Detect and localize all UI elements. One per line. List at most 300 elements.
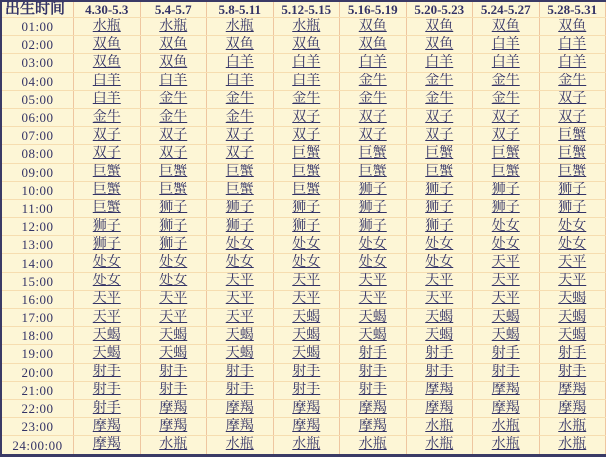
zodiac-link[interactable]: 摩羯 (292, 418, 321, 434)
zodiac-link[interactable]: 天平 (425, 273, 454, 289)
zodiac-link[interactable]: 狮子 (558, 200, 587, 216)
zodiac-cell (207, 327, 274, 345)
zodiac-link[interactable]: 金牛 (491, 91, 520, 107)
zodiac-link[interactable]: 双鱼 (225, 36, 254, 52)
zodiac-link[interactable]: 双子 (558, 109, 587, 125)
zodiac-link[interactable]: 摩羯 (225, 418, 254, 434)
zodiac-link[interactable]: 天平 (92, 309, 121, 325)
zodiac-link[interactable]: 白羊 (425, 54, 454, 70)
zodiac-cell (140, 363, 207, 381)
zodiac-link[interactable]: 巨蟹 (425, 164, 454, 180)
zodiac-link[interactable]: 金牛 (425, 91, 454, 107)
zodiac-link[interactable]: 双鱼 (425, 18, 454, 34)
zodiac-link[interactable]: 天平 (491, 291, 520, 307)
zodiac-cell (539, 108, 606, 126)
table-row (1, 218, 606, 236)
time-cell: 18:00 (1, 327, 74, 345)
zodiac-cell (207, 72, 274, 90)
zodiac-link[interactable]: 巨蟹 (558, 145, 587, 161)
zodiac-cell (340, 363, 407, 381)
zodiac-link[interactable]: 巨蟹 (292, 145, 321, 161)
zodiac-link[interactable]: 双鱼 (159, 36, 188, 52)
zodiac-link[interactable]: 白羊 (558, 54, 587, 70)
header-cell-birth-time: 出生时间 (1, 1, 74, 18)
time-cell: 10:00 (1, 181, 74, 199)
zodiac-link[interactable]: 射手 (92, 382, 121, 398)
table-row (1, 345, 606, 363)
zodiac-link[interactable]: 处女 (159, 255, 188, 271)
time-cell: 01:00 (1, 18, 74, 36)
zodiac-link[interactable]: 巨蟹 (92, 164, 121, 180)
zodiac-cell (406, 418, 473, 436)
zodiac-link[interactable]: 狮子 (425, 200, 454, 216)
zodiac-cell (539, 363, 606, 381)
zodiac-link[interactable]: 巨蟹 (159, 164, 188, 180)
zodiac-cell (207, 436, 274, 456)
zodiac-cell (273, 218, 340, 236)
zodiac-cell (539, 145, 606, 163)
zodiac-link[interactable]: 摩羯 (159, 400, 188, 416)
zodiac-link[interactable]: 水瓶 (558, 437, 587, 453)
zodiac-link[interactable]: 摩羯 (425, 382, 454, 398)
zodiac-cell (74, 363, 141, 381)
zodiac-cell (74, 272, 141, 290)
zodiac-link[interactable]: 天平 (491, 255, 520, 271)
zodiac-cell (406, 381, 473, 399)
zodiac-cell (539, 254, 606, 272)
zodiac-link[interactable]: 天蝎 (292, 345, 321, 361)
zodiac-cell (273, 54, 340, 72)
zodiac-link[interactable]: 双子 (159, 127, 188, 143)
zodiac-link[interactable]: 双鱼 (558, 18, 587, 34)
zodiac-link[interactable]: 巨蟹 (491, 164, 520, 180)
zodiac-link[interactable]: 金牛 (159, 109, 188, 125)
zodiac-link[interactable]: 狮子 (491, 200, 520, 216)
zodiac-link[interactable]: 处女 (92, 255, 121, 271)
zodiac-cell (140, 436, 207, 456)
zodiac-link[interactable]: 双子 (491, 127, 520, 143)
zodiac-link[interactable]: 狮子 (225, 218, 254, 234)
zodiac-link[interactable]: 狮子 (491, 182, 520, 198)
zodiac-cell (406, 327, 473, 345)
zodiac-link[interactable]: 天蝎 (425, 309, 454, 325)
zodiac-link[interactable]: 处女 (292, 236, 321, 252)
time-cell: 03:00 (1, 54, 74, 72)
zodiac-cell (140, 181, 207, 199)
time-cell: 11:00 (1, 199, 74, 217)
zodiac-cell (340, 199, 407, 217)
zodiac-link[interactable]: 天蝎 (358, 327, 387, 343)
zodiac-cell (273, 399, 340, 417)
zodiac-link[interactable]: 天蝎 (225, 327, 254, 343)
zodiac-link[interactable]: 巨蟹 (558, 164, 587, 180)
zodiac-link[interactable]: 巨蟹 (292, 164, 321, 180)
zodiac-cell (473, 90, 540, 108)
zodiac-link[interactable]: 射手 (92, 364, 121, 380)
zodiac-cell (74, 54, 141, 72)
zodiac-link[interactable]: 狮子 (425, 182, 454, 198)
zodiac-link[interactable]: 狮子 (92, 218, 121, 234)
zodiac-link[interactable]: 水瓶 (425, 418, 454, 434)
zodiac-link[interactable]: 双子 (225, 145, 254, 161)
zodiac-cell (273, 309, 340, 327)
zodiac-link[interactable]: 水瓶 (491, 437, 520, 453)
zodiac-link[interactable]: 双鱼 (358, 18, 387, 34)
zodiac-link[interactable]: 白羊 (92, 91, 121, 107)
zodiac-cell (140, 72, 207, 90)
zodiac-cell (207, 54, 274, 72)
zodiac-link[interactable]: 白羊 (225, 54, 254, 70)
time-cell: 17:00 (1, 309, 74, 327)
zodiac-link[interactable]: 白羊 (292, 73, 321, 89)
zodiac-link[interactable]: 金牛 (92, 109, 121, 125)
zodiac-cell (273, 381, 340, 399)
zodiac-link[interactable]: 白羊 (159, 73, 188, 89)
zodiac-link[interactable]: 天蝎 (491, 327, 520, 343)
zodiac-link[interactable]: 双鱼 (92, 54, 121, 70)
zodiac-cell (539, 18, 606, 36)
zodiac-link[interactable]: 狮子 (159, 218, 188, 234)
zodiac-link[interactable]: 处女 (225, 236, 254, 252)
zodiac-cell (473, 72, 540, 90)
zodiac-link[interactable]: 处女 (491, 236, 520, 252)
zodiac-link[interactable]: 水瓶 (92, 18, 121, 34)
zodiac-link[interactable]: 水瓶 (225, 18, 254, 34)
zodiac-link[interactable]: 水瓶 (558, 418, 587, 434)
zodiac-link[interactable]: 摩羯 (292, 400, 321, 416)
zodiac-link[interactable]: 水瓶 (225, 437, 254, 453)
zodiac-cell (273, 254, 340, 272)
zodiac-link[interactable]: 狮子 (225, 200, 254, 216)
zodiac-link[interactable]: 处女 (225, 255, 254, 271)
zodiac-link[interactable]: 双子 (92, 145, 121, 161)
zodiac-link[interactable]: 双子 (292, 127, 321, 143)
zodiac-link[interactable]: 白羊 (358, 54, 387, 70)
zodiac-cell (340, 54, 407, 72)
zodiac-link[interactable]: 天平 (491, 273, 520, 289)
zodiac-cell (207, 309, 274, 327)
zodiac-cell (273, 290, 340, 308)
time-cell: 04:00 (1, 72, 74, 90)
zodiac-link[interactable]: 双鱼 (358, 36, 387, 52)
zodiac-cell (406, 236, 473, 254)
zodiac-link[interactable]: 射手 (358, 345, 387, 361)
zodiac-cell (140, 90, 207, 108)
zodiac-cell (340, 399, 407, 417)
zodiac-link[interactable]: 天平 (92, 291, 121, 307)
zodiac-link[interactable]: 摩羯 (358, 400, 387, 416)
zodiac-cell (140, 54, 207, 72)
zodiac-link[interactable]: 天蝎 (292, 327, 321, 343)
zodiac-cell (406, 163, 473, 181)
zodiac-link[interactable]: 双子 (292, 109, 321, 125)
zodiac-cell (273, 272, 340, 290)
zodiac-cell (340, 36, 407, 54)
zodiac-link[interactable]: 射手 (159, 364, 188, 380)
zodiac-link[interactable]: 白羊 (491, 54, 520, 70)
zodiac-link[interactable]: 天平 (558, 273, 587, 289)
zodiac-link[interactable]: 白羊 (558, 36, 587, 52)
zodiac-cell (406, 54, 473, 72)
zodiac-link[interactable]: 天蝎 (358, 309, 387, 325)
zodiac-link[interactable]: 双鱼 (292, 36, 321, 52)
zodiac-link[interactable]: 射手 (225, 382, 254, 398)
zodiac-link[interactable]: 天平 (225, 291, 254, 307)
zodiac-link[interactable]: 处女 (558, 218, 587, 234)
zodiac-link[interactable]: 狮子 (159, 200, 188, 216)
zodiac-link[interactable]: 金牛 (491, 73, 520, 89)
zodiac-link[interactable]: 狮子 (159, 236, 188, 252)
zodiac-link[interactable]: 金牛 (358, 73, 387, 89)
zodiac-link[interactable]: 天平 (292, 291, 321, 307)
zodiac-cell (207, 90, 274, 108)
zodiac-link[interactable]: 双鱼 (425, 36, 454, 52)
table-row (1, 381, 606, 399)
zodiac-link[interactable]: 金牛 (225, 109, 254, 125)
zodiac-link[interactable]: 双子 (558, 91, 587, 107)
zodiac-link[interactable]: 双鱼 (159, 54, 188, 70)
table-row (1, 199, 606, 217)
zodiac-cell (207, 399, 274, 417)
zodiac-cell (473, 199, 540, 217)
zodiac-cell (340, 145, 407, 163)
zodiac-link[interactable]: 天平 (558, 255, 587, 271)
zodiac-link[interactable]: 处女 (425, 236, 454, 252)
table-row (1, 181, 606, 199)
zodiac-link[interactable]: 白羊 (292, 54, 321, 70)
zodiac-link[interactable]: 处女 (358, 236, 387, 252)
zodiac-cell (207, 381, 274, 399)
zodiac-link[interactable]: 狮子 (292, 218, 321, 234)
zodiac-link[interactable]: 天蝎 (558, 309, 587, 325)
zodiac-link[interactable]: 双子 (358, 127, 387, 143)
zodiac-link[interactable]: 金牛 (558, 73, 587, 89)
zodiac-link[interactable]: 天平 (358, 273, 387, 289)
zodiac-link[interactable]: 天蝎 (159, 345, 188, 361)
zodiac-link[interactable]: 巨蟹 (292, 182, 321, 198)
zodiac-link[interactable]: 处女 (159, 273, 188, 289)
zodiac-link[interactable]: 处女 (92, 273, 121, 289)
zodiac-link[interactable]: 狮子 (425, 218, 454, 234)
time-cell: 13:00 (1, 236, 74, 254)
zodiac-cell (473, 54, 540, 72)
zodiac-link[interactable]: 摩羯 (491, 382, 520, 398)
zodiac-link[interactable]: 天平 (159, 291, 188, 307)
zodiac-link[interactable]: 狮子 (358, 218, 387, 234)
zodiac-link[interactable]: 金牛 (425, 73, 454, 89)
zodiac-link[interactable]: 天蝎 (159, 327, 188, 343)
zodiac-cell (74, 127, 141, 145)
header-row (1, 1, 606, 18)
zodiac-cell (539, 272, 606, 290)
zodiac-link[interactable]: 巨蟹 (358, 164, 387, 180)
zodiac-link[interactable]: 巨蟹 (92, 200, 121, 216)
zodiac-cell (74, 163, 141, 181)
zodiac-cell (406, 90, 473, 108)
zodiac-link[interactable]: 天平 (225, 273, 254, 289)
zodiac-link[interactable]: 天蝎 (292, 309, 321, 325)
zodiac-cell (473, 290, 540, 308)
zodiac-cell (340, 418, 407, 436)
zodiac-cell (140, 145, 207, 163)
zodiac-link[interactable]: 射手 (491, 345, 520, 361)
zodiac-cell (74, 181, 141, 199)
zodiac-link[interactable]: 摩羯 (92, 437, 121, 453)
table-row (1, 108, 606, 126)
zodiac-link[interactable]: 巨蟹 (491, 145, 520, 161)
time-cell: 14:00 (1, 254, 74, 272)
zodiac-link[interactable]: 天平 (358, 291, 387, 307)
zodiac-link[interactable]: 天蝎 (92, 327, 121, 343)
zodiac-link[interactable]: 摩羯 (425, 400, 454, 416)
table-row (1, 436, 606, 456)
table-row (1, 18, 606, 36)
table-row (1, 54, 606, 72)
zodiac-cell (140, 254, 207, 272)
zodiac-link[interactable]: 射手 (292, 382, 321, 398)
zodiac-link[interactable]: 水瓶 (491, 418, 520, 434)
zodiac-link[interactable]: 天蝎 (425, 327, 454, 343)
zodiac-link[interactable]: 射手 (558, 345, 587, 361)
zodiac-link[interactable]: 天蝎 (225, 345, 254, 361)
zodiac-link[interactable]: 白羊 (225, 73, 254, 89)
zodiac-link[interactable]: 巨蟹 (425, 145, 454, 161)
zodiac-link[interactable]: 射手 (225, 364, 254, 380)
zodiac-cell (473, 363, 540, 381)
zodiac-cell (74, 399, 141, 417)
zodiac-link[interactable]: 处女 (425, 255, 454, 271)
zodiac-link[interactable]: 天蝎 (491, 309, 520, 325)
zodiac-cell (340, 236, 407, 254)
zodiac-link[interactable]: 巨蟹 (225, 182, 254, 198)
zodiac-link[interactable]: 巨蟹 (358, 145, 387, 161)
zodiac-link[interactable]: 巨蟹 (225, 164, 254, 180)
zodiac-link[interactable]: 摩羯 (491, 400, 520, 416)
zodiac-link[interactable]: 处女 (292, 255, 321, 271)
zodiac-cell (473, 145, 540, 163)
zodiac-link[interactable]: 双子 (358, 109, 387, 125)
time-cell: 22:00 (1, 399, 74, 417)
zodiac-link[interactable]: 双子 (225, 127, 254, 143)
zodiac-cell (473, 108, 540, 126)
time-cell: 05:00 (1, 90, 74, 108)
zodiac-link[interactable]: 巨蟹 (159, 182, 188, 198)
table-row (1, 36, 606, 54)
zodiac-cell (406, 290, 473, 308)
zodiac-link[interactable]: 狮子 (92, 236, 121, 252)
zodiac-cell (207, 345, 274, 363)
zodiac-link[interactable]: 摩羯 (159, 418, 188, 434)
zodiac-cell (74, 36, 141, 54)
time-cell: 12:00 (1, 218, 74, 236)
zodiac-link[interactable]: 天平 (292, 273, 321, 289)
zodiac-link[interactable]: 狮子 (558, 182, 587, 198)
zodiac-link[interactable]: 狮子 (292, 200, 321, 216)
header-cell-daterange-4: 5.12-5.15 (273, 1, 340, 18)
zodiac-link[interactable]: 摩羯 (92, 418, 121, 434)
zodiac-link[interactable]: 天蝎 (558, 327, 587, 343)
zodiac-link[interactable]: 射手 (92, 400, 121, 416)
zodiac-link[interactable]: 天蝎 (558, 291, 587, 307)
zodiac-link[interactable]: 处女 (491, 218, 520, 234)
zodiac-cell (406, 399, 473, 417)
zodiac-cell (207, 36, 274, 54)
zodiac-link[interactable]: 天平 (159, 309, 188, 325)
zodiac-link[interactable]: 双子 (491, 109, 520, 125)
zodiac-link[interactable]: 摩羯 (558, 400, 587, 416)
zodiac-link[interactable]: 巨蟹 (558, 127, 587, 143)
zodiac-link[interactable]: 双子 (92, 127, 121, 143)
zodiac-cell (340, 345, 407, 363)
zodiac-cell (140, 345, 207, 363)
zodiac-link[interactable]: 狮子 (358, 200, 387, 216)
zodiac-link[interactable]: 处女 (358, 255, 387, 271)
zodiac-cell (273, 345, 340, 363)
zodiac-link[interactable]: 摩羯 (225, 400, 254, 416)
header-cell-daterange-6: 5.20-5.23 (406, 1, 473, 18)
zodiac-link[interactable]: 摩羯 (558, 382, 587, 398)
zodiac-link[interactable]: 双子 (159, 145, 188, 161)
zodiac-cell (74, 418, 141, 436)
zodiac-link[interactable]: 双子 (425, 127, 454, 143)
time-cell: 24:00:00 (1, 436, 74, 456)
zodiac-link[interactable]: 天平 (225, 309, 254, 325)
zodiac-link[interactable]: 射手 (558, 364, 587, 380)
zodiac-link[interactable]: 狮子 (358, 182, 387, 198)
zodiac-cell (406, 272, 473, 290)
zodiac-link[interactable]: 金牛 (225, 91, 254, 107)
zodiac-link[interactable]: 射手 (358, 364, 387, 380)
zodiac-link[interactable]: 双鱼 (491, 18, 520, 34)
zodiac-cell (273, 199, 340, 217)
zodiac-link[interactable]: 射手 (159, 382, 188, 398)
zodiac-link[interactable]: 处女 (558, 236, 587, 252)
zodiac-cell (140, 18, 207, 36)
zodiac-cell (273, 436, 340, 456)
zodiac-link[interactable]: 射手 (425, 364, 454, 380)
zodiac-cell (74, 218, 141, 236)
table-row (1, 90, 606, 108)
time-cell: 07:00 (1, 127, 74, 145)
zodiac-link[interactable]: 双鱼 (92, 36, 121, 52)
zodiac-link[interactable]: 水瓶 (159, 437, 188, 453)
zodiac-link[interactable]: 射手 (292, 364, 321, 380)
zodiac-link[interactable]: 白羊 (491, 36, 520, 52)
zodiac-link[interactable]: 巨蟹 (92, 182, 121, 198)
zodiac-link[interactable]: 金牛 (292, 91, 321, 107)
zodiac-link[interactable]: 射手 (358, 382, 387, 398)
zodiac-link[interactable]: 射手 (425, 345, 454, 361)
zodiac-cell (473, 36, 540, 54)
zodiac-link[interactable]: 射手 (491, 364, 520, 380)
table-body (1, 18, 606, 456)
zodiac-link[interactable]: 水瓶 (358, 437, 387, 453)
zodiac-link[interactable]: 天平 (425, 291, 454, 307)
zodiac-cell (140, 236, 207, 254)
zodiac-link[interactable]: 白羊 (92, 73, 121, 89)
zodiac-link[interactable]: 摩羯 (358, 418, 387, 434)
zodiac-link[interactable]: 水瓶 (425, 437, 454, 453)
zodiac-link[interactable]: 水瓶 (292, 437, 321, 453)
zodiac-link[interactable]: 金牛 (159, 91, 188, 107)
zodiac-link[interactable]: 金牛 (358, 91, 387, 107)
zodiac-cell (406, 436, 473, 456)
zodiac-cell (539, 72, 606, 90)
zodiac-link[interactable]: 水瓶 (292, 18, 321, 34)
zodiac-link[interactable]: 天蝎 (92, 345, 121, 361)
zodiac-link[interactable]: 双子 (425, 109, 454, 125)
zodiac-link[interactable]: 水瓶 (159, 18, 188, 34)
